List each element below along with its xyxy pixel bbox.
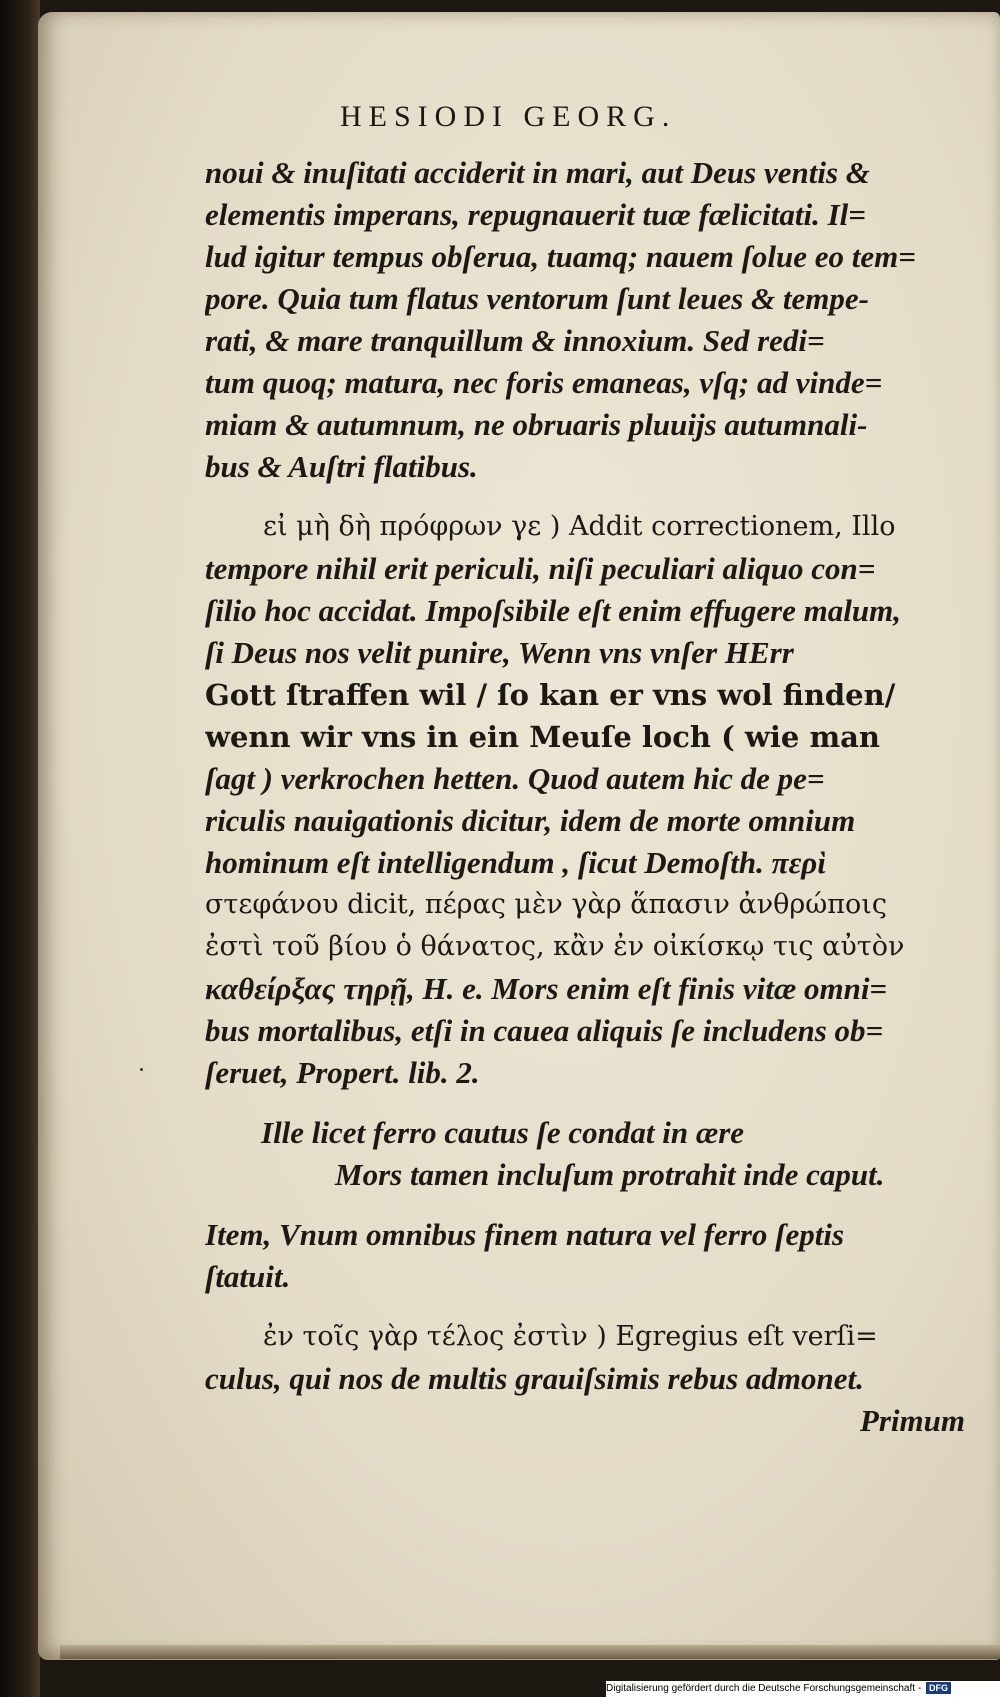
text-line: miam & autumnum, ne obruaris pluuijs autumnali- [205, 407, 868, 442]
text-line: tempore nihil erit periculi, niſi peculiari aliquo con= [205, 551, 876, 586]
paper-speck [140, 1068, 143, 1071]
verse-line: Ille licet ferro cautus ſe condat in ære [261, 1115, 745, 1150]
text-block [205, 152, 965, 1442]
page-edge [60, 1645, 1000, 1659]
text-line: Item, Vnum omnibus finem natura vel ferro ſeptis [205, 1217, 845, 1252]
text-line: bus & Auſtri flatibus. [205, 449, 478, 484]
text-line: ſeruet, Propert. lib. 2. [205, 1055, 480, 1090]
text-line: εἰ μὴ δὴ πρόφρων γε ) Addit correctionem, Illo [263, 511, 896, 542]
text-line: lud igitur tempus obſerua, tuamq; nauem ſolue eo tem= [205, 239, 916, 274]
text-line: bus mortalibus, etſi in cauea aliquis ſe includens ob= [205, 1013, 884, 1048]
footer-text: Digitalisierung gefördert durch die Deutsche Forschungsgemeinschaft - [606, 1683, 922, 1694]
text-line: wenn wir vns in ein Meuſe loch ( wie man [205, 720, 881, 754]
dfg-logo: DFG [926, 1682, 951, 1694]
text-line: riculis nauigationis dicitur, idem de morte omnium [205, 803, 856, 838]
text-line: ſilio hoc accidat. Impoſsibile eſt enim effugere malum, [205, 593, 901, 628]
text-line: ſi Deus nos velit punire, Wenn vns vnſer HErr [205, 635, 794, 670]
book-spine-shadow [0, 0, 40, 1697]
text-line: ἐν τοῖς γὰρ τέλος ἐστὶν ) Egregius eſt verſi= [263, 1321, 878, 1352]
text-line: pore. Quia tum flatus ventorum ſunt leues & tempe- [205, 281, 869, 316]
text-line: tum quoq; matura, nec foris emaneas, vſq; ad vinde= [205, 365, 883, 400]
text-line: στεφάνου dicit, πέρας μὲν γὰρ ἅπασιν ἀνθρώποις [205, 889, 887, 920]
text-line: elementis imperans, repugnauerit tuæ fælicitati. Il= [205, 197, 866, 232]
text-line: ἐστὶ τοῦ βίου ὁ θάνατος, κἂν ἐν οἰκίσκῳ τις αὐτὸν [205, 931, 905, 962]
catchword: Primum [859, 1403, 965, 1438]
text-line: ſagt ) verkrochen hetten. Quod autem hic de pe= [205, 761, 825, 796]
running-head: HESIODI GEORG. [340, 100, 677, 133]
text-line: Gott ſtraffen wil / ſo kan er vns wol finden/ [205, 678, 896, 712]
text-line: rati, & mare tranquillum & innoxium. Sed redi= [205, 323, 825, 358]
digitization-footer [606, 1681, 1000, 1697]
text-line: ſtatuit. [205, 1259, 291, 1294]
text-line: καθείρξας τηρῇ, H. e. Mors enim eſt finis vitæ omni= [205, 971, 888, 1006]
text-line: noui & inuſitati acciderit in mari, aut Deus ventis & [205, 155, 870, 190]
text-line: hominum eſt intelligendum , ſicut Demoſth. περὶ [205, 845, 826, 880]
text-line: culus, qui nos de multis grauiſsimis rebus admonet. [205, 1361, 864, 1396]
verse-line: Mors tamen incluſum protrahit inde caput. [335, 1157, 885, 1192]
